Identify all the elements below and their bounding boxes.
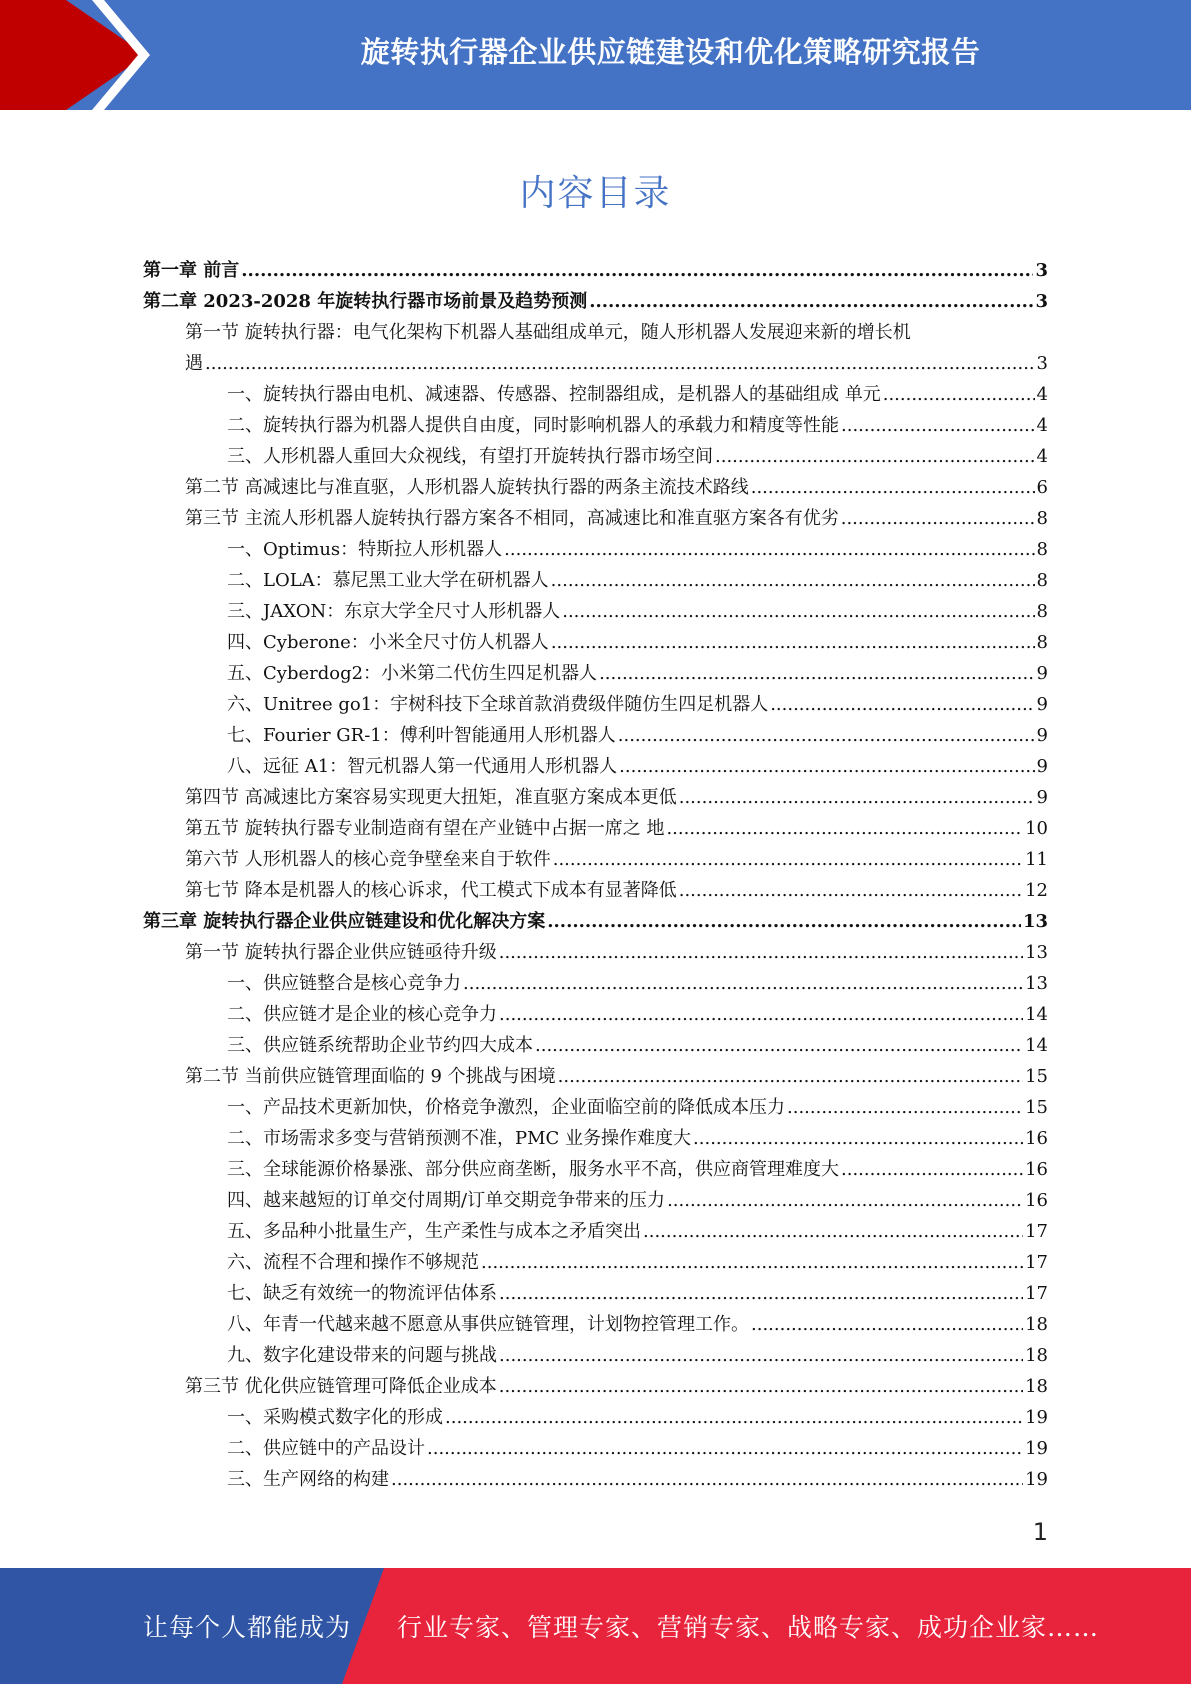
toc-entry[interactable] [143, 689, 1048, 720]
toc-entry-page: 15 [1025, 1097, 1048, 1118]
toc-entry-label: 二、市场需求多变与营销预测不准，PMC 业务操作难度大 [227, 1128, 692, 1149]
toc-entry[interactable] [143, 720, 1048, 751]
toc-entry-label: 第三节 优化供应链管理可降低企业成本 [185, 1376, 497, 1397]
toc-leader-dots [391, 1464, 1023, 1495]
toc-entry-continuation[interactable] [143, 348, 1048, 379]
toc-entry-page: 17 [1025, 1283, 1048, 1304]
toc-entry-page: 3 [1035, 260, 1048, 281]
toc-entry[interactable] [143, 1464, 1048, 1495]
toc-entry-label: 第六节 人形机器人的核心竞争壁垒来自于软件 [185, 849, 551, 870]
table-of-contents [143, 255, 1048, 1495]
toc-entry[interactable] [143, 751, 1048, 782]
toc-entry-label: 三、全球能源价格暴涨、部分供应商垄断，服务水平不高，供应商管理难度大 [227, 1159, 839, 1180]
toc-entry[interactable] [143, 968, 1048, 999]
toc-entry-page: 9 [1036, 663, 1048, 684]
toc-leader-dots [787, 1092, 1023, 1123]
toc-entry[interactable] [143, 937, 1048, 968]
toc-leader-dots [643, 1216, 1023, 1247]
toc-entry[interactable] [143, 1340, 1048, 1371]
toc-entry[interactable] [143, 565, 1048, 596]
toc-leader-dots [558, 1061, 1023, 1092]
toc-entry-page: 13 [1022, 911, 1048, 932]
toc-entry-page: 16 [1025, 1128, 1048, 1149]
toc-entry-page: 8 [1036, 539, 1048, 560]
toc-leader-dots [241, 255, 1033, 286]
toc-entry-page: 17 [1025, 1252, 1048, 1273]
toc-entry-page: 18 [1025, 1345, 1048, 1366]
toc-entry-label: 第三节 主流人形机器人旋转执行器方案各不相同，高减速比和准直驱方案各有优劣 [185, 508, 839, 529]
toc-entry-label: 三、生产网络的构建 [227, 1469, 389, 1490]
toc-leader-dots [562, 596, 1034, 627]
toc-entry-page: 19 [1025, 1407, 1048, 1428]
toc-entry-page: 11 [1025, 849, 1048, 870]
toc-entry-label: 二、LOLA：慕尼黑工业大学在研机器人 [227, 570, 549, 591]
toc-entry-page: 17 [1025, 1221, 1048, 1242]
toc-entry[interactable] [143, 1371, 1048, 1402]
toc-entry-page: 8 [1036, 570, 1048, 591]
header-red-arrow-shape [0, 0, 150, 110]
toc-entry-page: 3 [1036, 353, 1048, 374]
toc-title: 内容目录 [519, 173, 672, 214]
toc-leader-dots [427, 1433, 1023, 1464]
footer-slogan-right: 行业专家、管理专家、营销专家、战略专家、成功企业家…… [397, 1613, 1100, 1642]
toc-entry[interactable] [143, 255, 1048, 286]
toc-entry-label: 二、供应链才是企业的核心竞争力 [227, 1004, 497, 1025]
toc-leader-dots [679, 875, 1023, 906]
toc-entry[interactable] [143, 1402, 1048, 1433]
toc-entry[interactable] [143, 627, 1048, 658]
toc-leader-dots [770, 689, 1034, 720]
toc-entry[interactable] [143, 317, 1048, 348]
toc-entry[interactable] [143, 1278, 1048, 1309]
toc-leader-dots [666, 813, 1023, 844]
toc-leader-dots [504, 534, 1034, 565]
toc-entry[interactable] [143, 1216, 1048, 1247]
toc-entry-label: 四、Cyberone：小米全尺寸仿人机器人 [227, 632, 549, 653]
toc-entry-page: 9 [1036, 725, 1048, 746]
toc-entry-page: 13 [1025, 973, 1048, 994]
toc-entry-label: 第二节 高减速比与准直驱，人形机器人旋转执行器的两条主流技术路线 [185, 477, 749, 498]
toc-entry-page: 14 [1025, 1004, 1048, 1025]
toc-entry-label: 一、采购模式数字化的形成 [227, 1407, 443, 1428]
toc-entry[interactable] [143, 1309, 1048, 1340]
toc-entry-label: 三、供应链系统帮助企业节约四大成本 [227, 1035, 533, 1056]
toc-entry-label: 四、越来越短的订单交付周期/订单交期竞争带来的压力 [227, 1190, 666, 1211]
toc-entry-page: 15 [1025, 1066, 1048, 1087]
toc-leader-dots [841, 410, 1035, 441]
toc-leader-dots [693, 1123, 1023, 1154]
footer-banner [0, 1568, 1191, 1684]
toc-entry[interactable] [143, 658, 1048, 689]
toc-leader-dots [619, 751, 1034, 782]
page-number: 1 [1032, 1518, 1048, 1546]
toc-entry[interactable] [143, 1433, 1048, 1464]
toc-entry[interactable] [143, 875, 1048, 906]
toc-entry-label: 一、供应链整合是核心竞争力 [227, 973, 461, 994]
toc-entry-label-continued: 遇 [185, 353, 203, 374]
toc-leader-dots [499, 1278, 1023, 1309]
toc-entry-label: 一、Optimus：特斯拉人形机器人 [227, 539, 503, 560]
toc-entry-label: 第三章 旋转执行器企业供应链建设和优化解决方案 [143, 911, 546, 932]
toc-entry[interactable] [143, 999, 1048, 1030]
toc-leader-dots [715, 441, 1035, 472]
toc-leader-dots [535, 1030, 1023, 1061]
toc-entry-label: 二、供应链中的产品设计 [227, 1438, 425, 1459]
toc-entry[interactable] [143, 472, 1048, 503]
toc-leader-dots [445, 1402, 1023, 1433]
toc-entry-label: 第一节 旋转执行器企业供应链亟待升级 [185, 942, 497, 963]
report-title: 旋转执行器企业供应链建设和优化策略研究报告 [360, 34, 981, 69]
toc-entry[interactable] [143, 1123, 1048, 1154]
toc-leader-dots [883, 379, 1035, 410]
toc-entry[interactable] [143, 1092, 1048, 1123]
toc-leader-dots [599, 658, 1034, 689]
toc-entry-label: 六、流程不合理和操作不够规范 [227, 1252, 479, 1273]
toc-entry[interactable] [143, 379, 1048, 410]
toc-entry[interactable] [143, 503, 1048, 534]
toc-entry-label: 五、多品种小批量生产，生产柔性与成本之矛盾突出 [227, 1221, 641, 1242]
toc-leader-dots [499, 1371, 1023, 1402]
toc-entry-page: 18 [1025, 1314, 1048, 1335]
toc-leader-dots [751, 472, 1035, 503]
toc-entry-page: 8 [1036, 632, 1048, 653]
toc-leader-dots [499, 1340, 1023, 1371]
toc-entry[interactable] [143, 1030, 1048, 1061]
toc-leader-dots [841, 1154, 1023, 1185]
footer-slogan-left: 让每个人都能成为 [143, 1613, 352, 1642]
toc-entry-label: 七、缺乏有效统一的物流评估体系 [227, 1283, 497, 1304]
toc-leader-dots [463, 968, 1023, 999]
toc-leader-dots [481, 1247, 1023, 1278]
toc-leader-dots [751, 1309, 1023, 1340]
toc-entry-label: 第二节 当前供应链管理面临的 9 个挑战与困境 [185, 1066, 556, 1087]
toc-entry-label: 三、JAXON：东京大学全尺寸人形机器人 [227, 601, 561, 622]
toc-entry[interactable] [143, 1185, 1048, 1216]
toc-entry-label: 二、旋转执行器为机器人提供自由度，同时影响机器人的承载力和精度等性能 [227, 415, 839, 436]
toc-entry-label: 六、Unitree go1：宇树科技下全球首款消费级伴随仿生四足机器人 [227, 694, 769, 715]
toc-entry-page: 12 [1025, 880, 1048, 901]
toc-entry-page: 10 [1025, 818, 1048, 839]
toc-entry[interactable] [143, 1154, 1048, 1185]
toc-entry-label: 一、旋转执行器由电机、减速器、传感器、控制器组成，是机器人的基础组成 单元 [227, 384, 881, 405]
toc-entry-page: 18 [1025, 1376, 1048, 1397]
toc-entry-page: 19 [1025, 1438, 1048, 1459]
toc-entry[interactable] [143, 286, 1048, 317]
toc-entry-label: 第一节 旋转执行器：电气化架构下机器人基础组成单元，随人形机器人发展迎来新的增长机 [185, 322, 911, 343]
toc-entry-label: 九、数字化建设带来的问题与挑战 [227, 1345, 497, 1366]
toc-leader-dots [499, 999, 1023, 1030]
toc-leader-dots [547, 906, 1021, 937]
toc-entry[interactable] [143, 441, 1048, 472]
toc-entry-label: 一、产品技术更新加快，价格竞争激烈，企业面临空前的降低成本压力 [227, 1097, 785, 1118]
toc-entry-page: 16 [1025, 1159, 1048, 1180]
toc-leader-dots [499, 937, 1023, 968]
toc-entry-label: 八、年青一代越来越不愿意从事供应链管理，计划物控管理工作。 [227, 1314, 749, 1335]
toc-entry[interactable] [143, 782, 1048, 813]
toc-leader-dots [618, 720, 1035, 751]
toc-entry-page: 4 [1036, 415, 1048, 436]
toc-entry-page: 13 [1025, 942, 1048, 963]
toc-entry-label: 五、Cyberdog2：小米第二代仿生四足机器人 [227, 663, 598, 684]
toc-entry-page: 8 [1036, 601, 1048, 622]
toc-entry-page: 19 [1025, 1469, 1048, 1490]
toc-entry-label: 八、远征 A1：智元机器人第一代通用人形机器人 [227, 756, 618, 777]
toc-entry-page: 9 [1036, 787, 1048, 808]
toc-entry-page: 9 [1036, 756, 1048, 777]
toc-entry[interactable] [143, 813, 1048, 844]
toc-entry-page: 4 [1036, 384, 1048, 405]
toc-entry[interactable] [143, 534, 1048, 565]
toc-leader-dots [667, 1185, 1023, 1216]
toc-entry[interactable] [143, 1247, 1048, 1278]
toc-leader-dots [551, 627, 1035, 658]
toc-entry-page: 6 [1036, 477, 1048, 498]
toc-entry[interactable] [143, 410, 1048, 441]
toc-entry-label: 第一章 前言 [143, 260, 240, 281]
toc-entry-label: 第七节 降本是机器人的核心诉求，代工模式下成本有显著降低 [185, 880, 677, 901]
toc-entry-page: 9 [1036, 694, 1048, 715]
toc-entry-page: 4 [1036, 446, 1048, 467]
toc-entry[interactable] [143, 844, 1048, 875]
toc-entry-label: 第四节 高减速比方案容易实现更大扭矩，准直驱方案成本更低 [185, 787, 677, 808]
toc-entry[interactable] [143, 906, 1048, 937]
toc-entry-label: 第五节 旋转执行器专业制造商有望在产业链中占据一席之 地 [185, 818, 665, 839]
toc-entry-label: 三、人形机器人重回大众视线，有望打开旋转执行器市场空间 [227, 446, 713, 467]
toc-leader-dots [841, 503, 1035, 534]
toc-entry-page: 8 [1036, 508, 1048, 529]
toc-leader-dots [205, 348, 1035, 379]
header-banner [0, 0, 1191, 110]
toc-leader-dots [589, 286, 1033, 317]
toc-leader-dots [679, 782, 1035, 813]
toc-entry-page: 14 [1025, 1035, 1048, 1056]
toc-leader-dots [553, 844, 1023, 875]
toc-entry-label: 第二章 2023-2028 年旋转执行器市场前景及趋势预测 [143, 291, 588, 312]
toc-entry-page: 16 [1025, 1190, 1048, 1211]
toc-entry[interactable] [143, 596, 1048, 627]
toc-leader-dots [551, 565, 1035, 596]
toc-entry-label: 七、Fourier GR-1：傅利叶智能通用人形机器人 [227, 725, 616, 746]
toc-entry-page: 3 [1035, 291, 1048, 312]
toc-entry[interactable] [143, 1061, 1048, 1092]
